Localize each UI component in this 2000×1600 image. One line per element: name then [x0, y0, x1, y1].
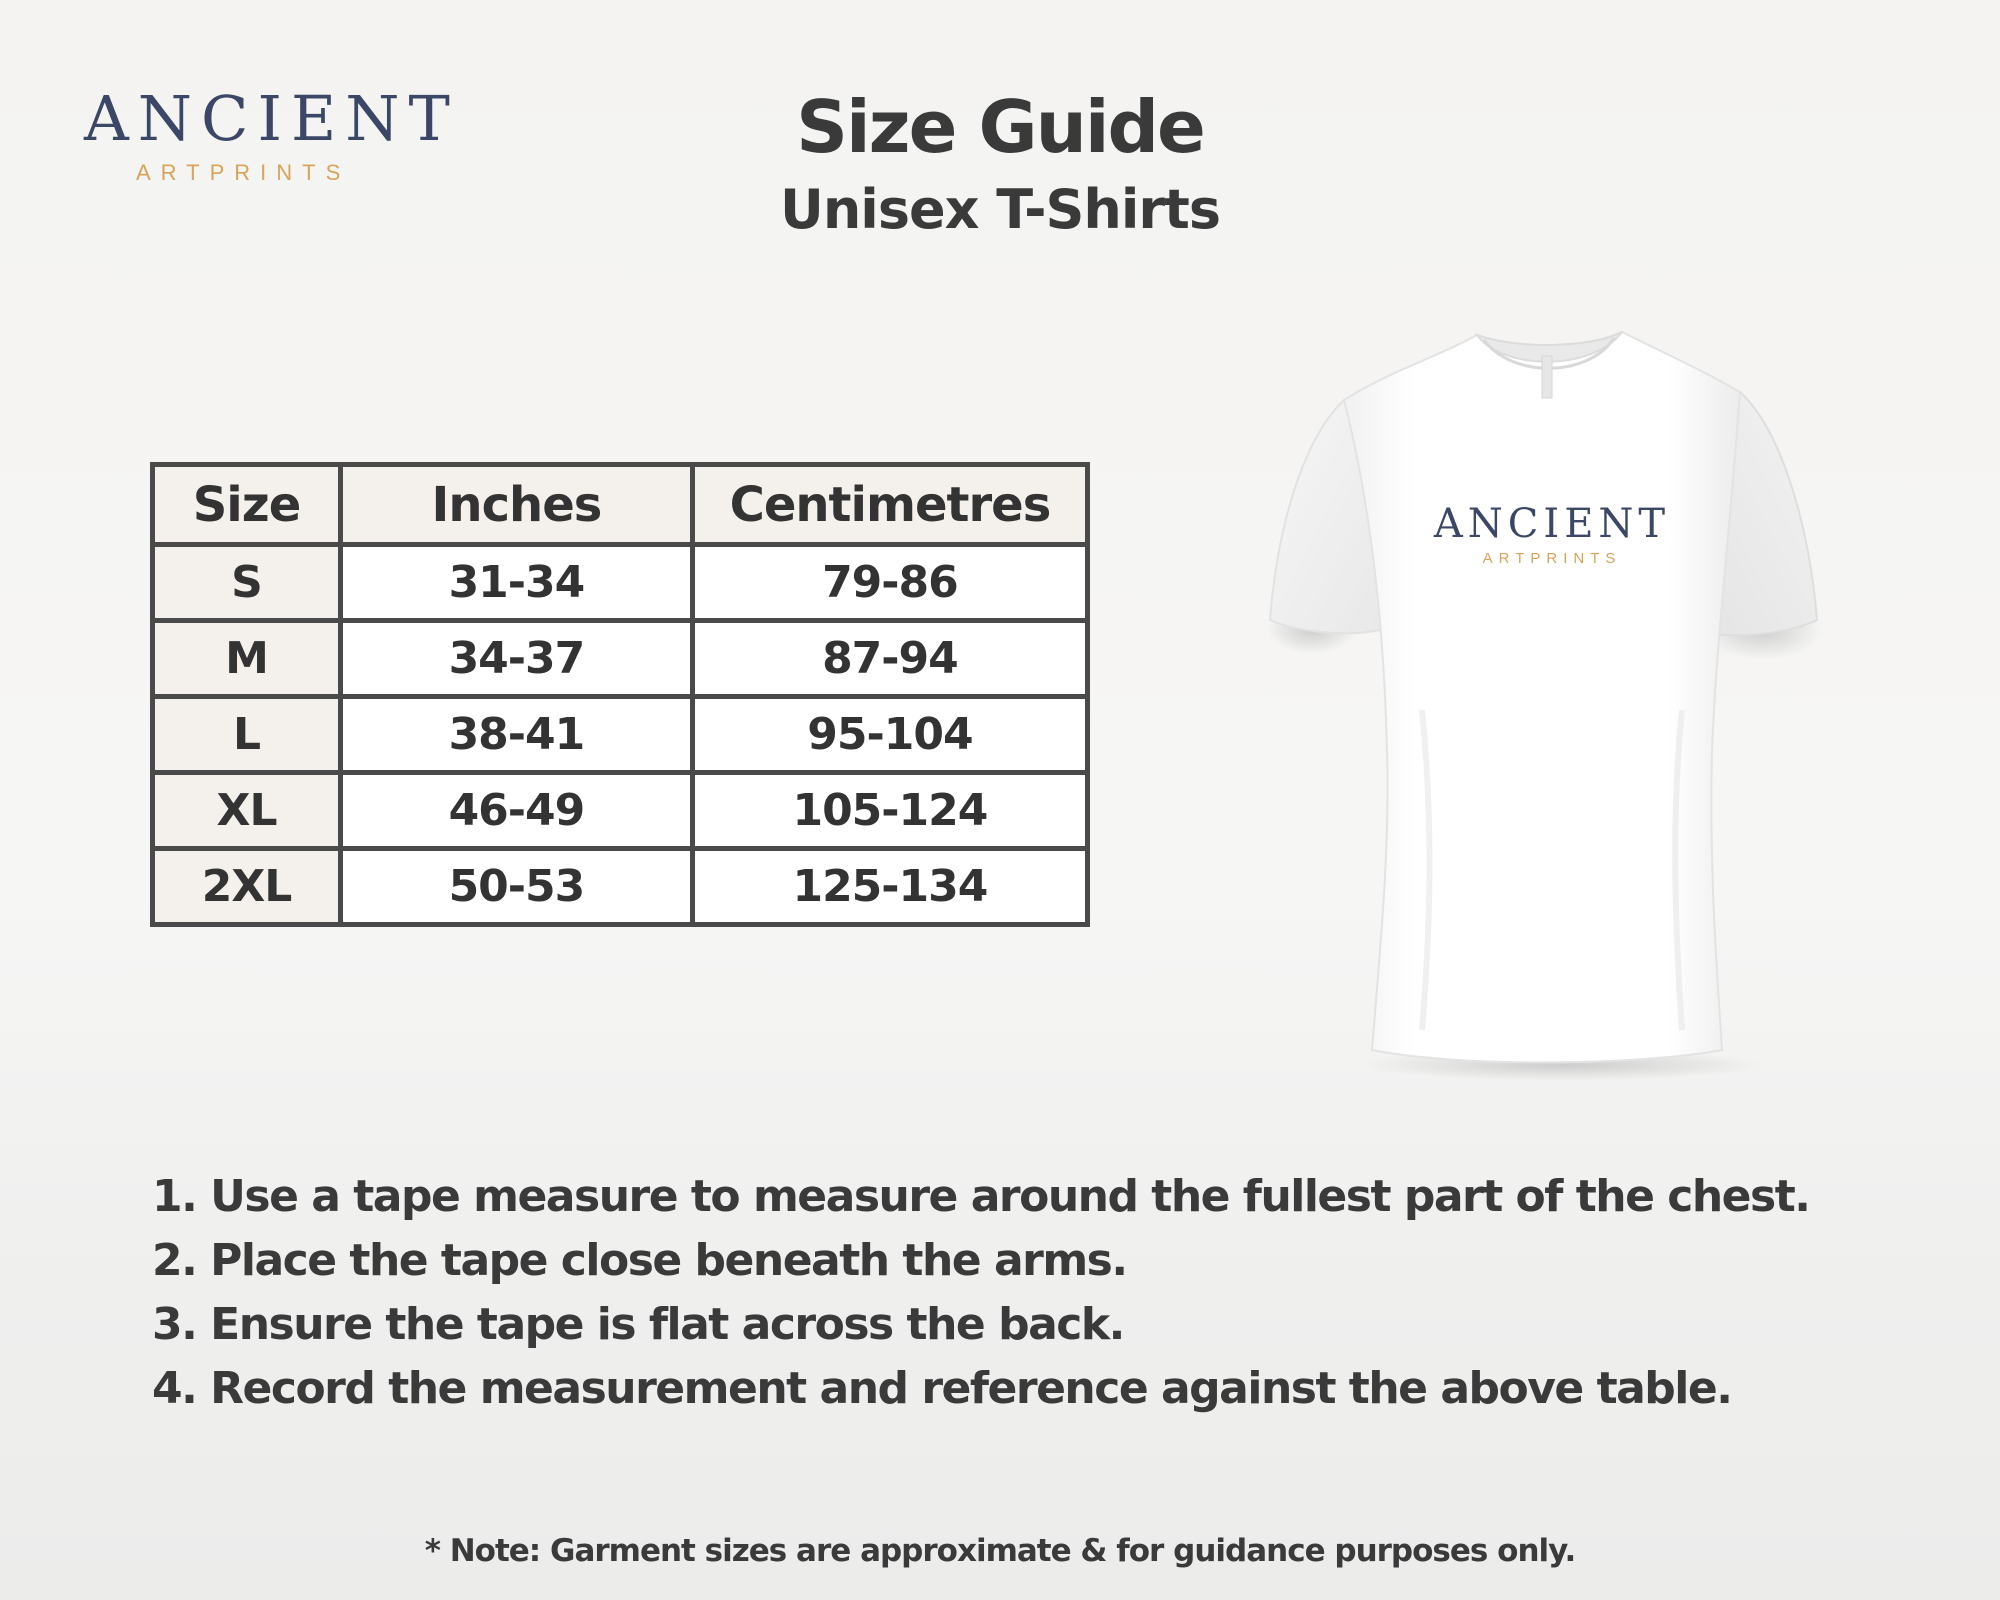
table-row: [153, 697, 1088, 773]
header-inches: Inches: [341, 465, 693, 545]
shirt-print-logo: [1417, 501, 1687, 567]
instruction-item: 1. Use a tape measure to measure around the fullest part of the chest.: [152, 1171, 1810, 1222]
inches-cell: 46-49: [341, 773, 693, 849]
instruction-item: 4. Record the measurement and reference against the above table.: [152, 1363, 1732, 1414]
table-header-row: [153, 465, 1088, 545]
tshirt-image: [1262, 330, 1832, 1090]
table-row: [153, 621, 1088, 697]
instruction-item: 2. Place the tape close beneath the arms.: [152, 1235, 1127, 1286]
shirt-logo-sub: ARTPRINTS: [1482, 550, 1622, 567]
header-size: Size: [153, 465, 341, 545]
measurement-instructions: [152, 1165, 1852, 1421]
size-cell: M: [153, 621, 341, 697]
inches-cell: 38-41: [341, 697, 693, 773]
table-row: [153, 849, 1088, 925]
centimetres-cell: 79-86: [692, 545, 1087, 621]
size-table: [150, 462, 1090, 927]
size-cell: S: [153, 545, 341, 621]
centimetres-cell: 87-94: [692, 621, 1087, 697]
table-row: [153, 545, 1088, 621]
table-row: [153, 773, 1088, 849]
shirt-logo-main: ANCIENT: [1433, 501, 1671, 547]
tshirt-icon: [1262, 330, 1832, 1090]
centimetres-cell: 95-104: [692, 697, 1087, 773]
brand-logo-sub: ARTPRINTS: [136, 160, 351, 185]
inches-cell: 34-37: [341, 621, 693, 697]
brand-logo-main: ANCIENT: [84, 82, 459, 155]
page-subtitle: Unisex T-Shirts: [780, 178, 1220, 241]
disclaimer-note: * Note: Garment sizes are approximate & for guidance purposes only.: [424, 1533, 1576, 1569]
size-cell: 2XL: [153, 849, 341, 925]
inches-cell: 31-34: [341, 545, 693, 621]
size-cell: L: [153, 697, 341, 773]
page-title: Size Guide: [796, 85, 1204, 169]
inches-cell: 50-53: [341, 849, 693, 925]
centimetres-cell: 125-134: [692, 849, 1087, 925]
header-centimetres: Centimetres: [692, 465, 1087, 545]
size-cell: XL: [153, 773, 341, 849]
instruction-item: 3. Ensure the tape is flat across the back.: [152, 1299, 1124, 1350]
brand-logo: [84, 82, 459, 186]
centimetres-cell: 105-124: [692, 773, 1087, 849]
